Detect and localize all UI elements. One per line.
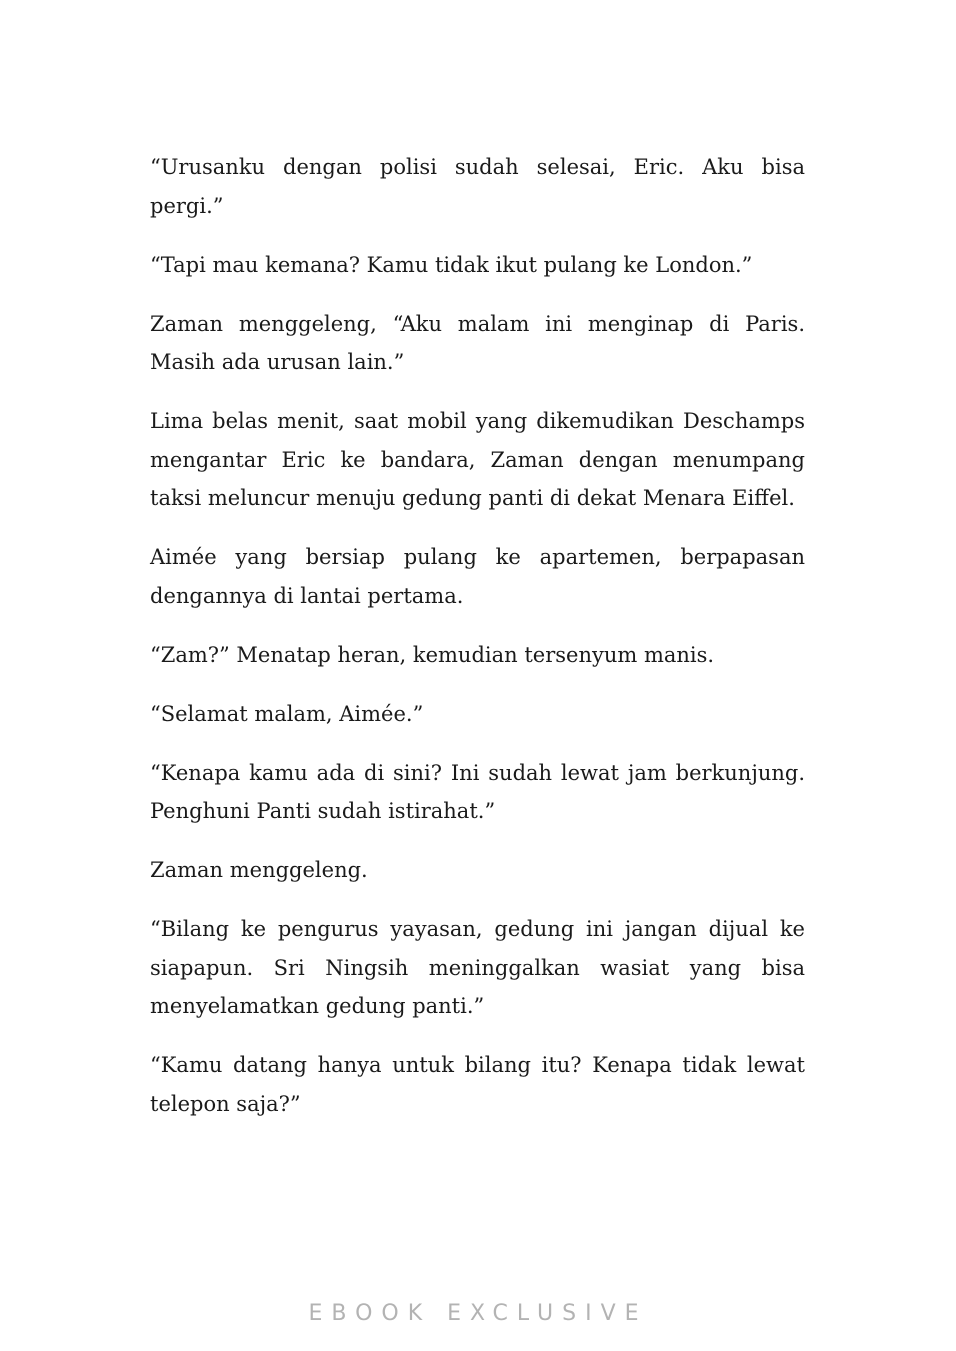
paragraph: “Kenapa kamu ada di sini? Ini sudah lewat jam berkunjung. Penghuni Panti sudah istirahat.”: [150, 760, 805, 823]
ebook-exclusive-footer: EBOOK EXCLUSIVE: [308, 1301, 648, 1326]
book-page-body: [150, 148, 805, 1144]
paragraph: “Urusanku dengan polisi sudah selesai, Eric. Aku bisa pergi.”: [150, 155, 805, 218]
paragraph: “Selamat malam, Aimée.”: [150, 701, 424, 726]
paragraph: Aimée yang bersiap pulang ke apartemen, berpapasan dengannya di lantai pertama.: [150, 545, 805, 608]
paragraph: Zaman menggeleng, “Aku malam ini menginap di Paris. Masih ada urusan lain.”: [150, 311, 805, 374]
paragraph: “Zam?” Menatap heran, kemudian tersenyum manis.: [150, 642, 715, 667]
paragraph: Lima belas menit, saat mobil yang dikemudikan Deschamps mengantar Eric ke bandara, Zaman dengan menumpang taksi meluncur menuju gedung panti di dekat Menara Eiffel.: [150, 409, 805, 510]
paragraph: “Bilang ke pengurus yayasan, gedung ini jangan dijual ke siapapun. Sri Ningsih meninggalkan wasiat yang bisa menyelamatkan gedung panti.”: [150, 917, 805, 1018]
paragraph: “Kamu datang hanya untuk bilang itu? Kenapa tidak lewat telepon saja?”: [150, 1053, 805, 1116]
paragraph: Zaman menggeleng.: [150, 858, 368, 882]
paragraph: “Tapi mau kemana? Kamu tidak ikut pulang ke London.”: [150, 252, 753, 277]
